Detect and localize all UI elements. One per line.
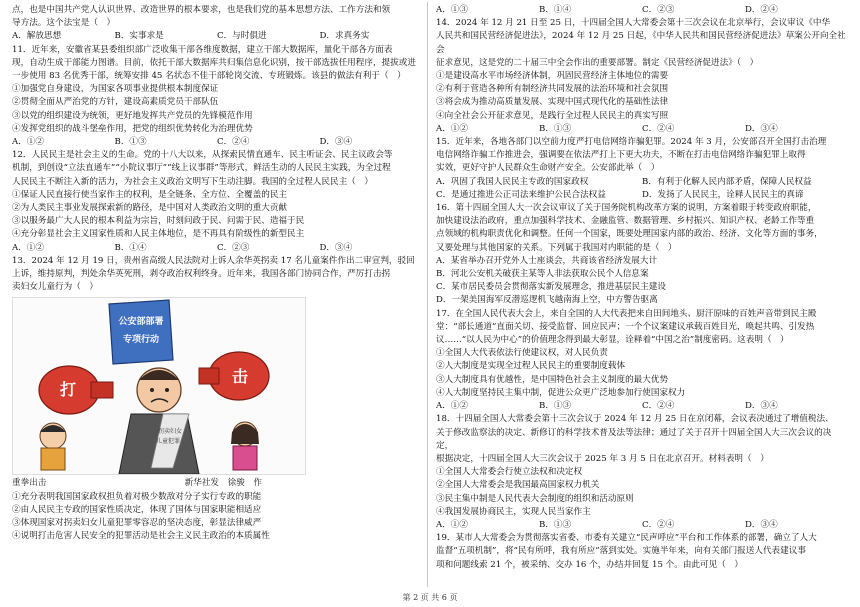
left-column — [12, 4, 422, 543]
text-line: 征求意见，这是党的二十届三中全会作出的重要部署。制定《民营经济促进法》（ ） — [436, 57, 759, 68]
boy-figure — [40, 423, 66, 470]
glove-text-left: 打 — [59, 380, 77, 400]
q10-options — [12, 30, 422, 43]
option: A．某省举办召开党外人士座谈会，共商该省经济发展大计 — [436, 255, 658, 266]
option: A．解放思想 — [12, 31, 62, 42]
option: A．①② — [12, 137, 44, 148]
option: C．②③ — [642, 5, 675, 15]
option: B．①④ — [114, 242, 147, 253]
statement: ②有利于营造各种所有制经济共同发展的法治环境和社会氛围 — [436, 84, 669, 95]
option: B．①③ — [539, 519, 572, 530]
text-line: 11．近年来，安徽省某县委组织部广泛收集干部各维度数据，建立干部大数据库，量化干部各方面表 — [12, 44, 393, 55]
option: C．②③ — [217, 242, 250, 253]
statement: ③将会成为推动高质量发展、实现中国式现代化的基础性法律 — [436, 97, 669, 108]
column-divider — [427, 2, 428, 587]
option: D．③④ — [745, 401, 778, 412]
statement: ④我国发展协商民主，实现人民当家作主 — [436, 506, 591, 517]
caption-credit: 新华社发 徐骏 作 — [184, 478, 262, 489]
statement: ②为人类民主事业发展探索新的路径，是中国对人类政治文明的重大贡献 — [12, 203, 288, 214]
statement: ④向全社会公开征求意见，是践行全过程人民民主的真实写照 — [436, 110, 669, 121]
statement: ①全国人大常委会行使立法权和决定权 — [436, 467, 583, 478]
text-line: 13．2024 年 12 月 19 日，贵州省高级人民法院对上诉人余华英拐卖 17 名儿童案件作出二审宣判，驳回 — [12, 255, 415, 266]
sash-text-line-2: 儿童犯罪 — [155, 438, 181, 446]
statement: ②由人民民主专政的国家性质决定，体现了国体与国家职能相适应 — [12, 504, 262, 515]
q13-options — [436, 4, 848, 17]
text-line: 根据决定，十四届全国人大三次会议于 2025 年 3 月 5 日在北京召开。材料表明（ ） — [436, 453, 769, 464]
option: B．河北公安机关破获主某等人非法获取公民个人信息案 — [436, 269, 649, 280]
sign-board — [109, 300, 173, 364]
option: D．③④ — [319, 137, 353, 148]
statement: ③以服务最广大人民的根本利益为宗旨，时刻问政于民、问需于民、造福于民 — [12, 216, 305, 227]
girl-figure — [231, 422, 259, 470]
sign-text-line-1: 公安部部署 — [118, 316, 164, 327]
option: C．②④ — [642, 519, 675, 530]
option: A．①② — [436, 123, 468, 134]
statement: ③以党的组织建设为统领，更好地发挥共产党员的先锋模范作用 — [12, 110, 253, 121]
text-line: 点，也是中国共产党人认识世界、改造世界的根本要求，也是我们党的基本思想方法、工作方法和领 — [12, 5, 391, 15]
option: A．①② — [436, 401, 468, 412]
statement: ①保证人民直接行使当家作主的权利，是全链条、全方位、全覆盖的民主 — [12, 189, 288, 200]
text-line: 17．在全国人民代表大会上，来自全国的人大代表把来自田间地头、厨汗原味的百姓声音带到民主殿 — [436, 308, 817, 319]
text-line: 人民共和国民营经济促进法》，2024 年 12 月 25 日起，《中华人民共和国民营经济促进法》草案公开向全社会 — [436, 31, 846, 55]
statement: ③民主集中制是人民代表大会制度的组织和活动原则 — [436, 493, 634, 504]
q12-options — [12, 242, 422, 255]
option: D．发扬了人民民主，诠释人民民主的真谛 — [642, 189, 804, 200]
text-line: 电信网络诈骗工作推进会，强调要在依法严打上下更大功夫，不断在打击电信网络诈骗犯罪上取得 — [436, 150, 806, 161]
option: C．是通过推进公正司法来维护公民合法权益 — [436, 189, 606, 200]
statement: ①是建设高水平市场经济体制，巩固民营经济主体地位的需要 — [436, 71, 669, 82]
option: B．①③ — [114, 137, 147, 148]
right-column — [436, 4, 848, 572]
text-line: 16．第十四届全国人大一次会议审议了关于国务院机构改革方案的说明，方案着眼于转变政府职能， — [436, 203, 817, 214]
option: B．①④ — [539, 5, 572, 15]
right-boxing-glove — [199, 352, 269, 400]
cartoon-illustration — [12, 297, 306, 475]
statement: ④发挥党组织的战斗堡垒作用，把党的组织优势转化为治理优势 — [12, 123, 253, 134]
statement: ①全国人大代表依法行使建议权，对人民负责 — [436, 348, 608, 359]
statement: ②全国人大常委会是我国最高国家权力机关 — [436, 480, 600, 491]
option: D．一架美国海军反潜巡逻机飞越南海上空，中方警告驱离 — [436, 295, 658, 306]
sash-text-line-1: 拐卖妇女 — [157, 428, 183, 436]
cartoon-drawing — [13, 298, 305, 474]
text-line: 18．十四届全国人大常委会第十三次会议于 2024 年 12 月 25 日在京闭幕，会议表决通过了增值税法、 — [436, 414, 834, 425]
option: B．有利于化解人民内部矛盾，保障人民权益 — [642, 176, 812, 187]
text-line: 议……“以人民为中心”的价值理念得到最大彰显，诠释着“中国之治”制度密码。这表明（ ） — [436, 335, 789, 346]
left-boxing-glove — [39, 366, 113, 414]
text-line: 加快建设法治政府，重点加强科学技术、金融监管、数据管理、乡村振兴、知识产权、老龄工作等重 — [436, 216, 815, 227]
statement: ②人大制度是实现全过程人民民主的重要制度载体 — [436, 361, 626, 372]
text-line: 19．某市人大常委会为贯彻落实省委、市委有关建立“民声呼应”平台和工作体系的部署，确立了人大 — [436, 533, 817, 544]
q14-options — [436, 123, 848, 136]
statement: ④充分彰显社会主义国家性质和人民主体地位，是不再具有阶级性的新型民主 — [12, 229, 305, 240]
option: A．①③ — [436, 5, 468, 15]
glove-text-right: 击 — [231, 367, 249, 387]
text-line: 12．人民民主是社会主义的生命。党的十八大以来，从探索民情直通车、民主听证会、民主议政会等 — [12, 150, 393, 161]
text-line: 15．近年来，各地各部门以空前力度严打电信网络诈骗犯罪。2024 年 3 月，公安部召开全国打击治理 — [436, 137, 827, 148]
text-line: 项和问题线索 21 个，被采纳、交办 16 个，办结并回复 15 个。由此可见（ ） — [436, 559, 744, 570]
option: A．巩固了我国人民民主专政的国家政权 — [436, 176, 589, 187]
text-line: 导方法。这个法宝是（ ） — [12, 18, 116, 29]
page-footer: 第 2 页 共 6 页 — [402, 593, 458, 602]
option: D．③④ — [745, 519, 778, 530]
option: A．①② — [12, 242, 44, 253]
option: D．③④ — [319, 242, 353, 253]
cartoon-caption — [12, 477, 262, 490]
statement: ④说明打击危害人民安全的犯罪活动是社会主义民主政治的本质属性 — [12, 531, 270, 542]
q17-options — [436, 400, 848, 413]
statement: ③人大制度具有优越性，是中国特色社会主义制度的最大优势 — [436, 374, 669, 385]
text-line: 14．2024 年 12 月 21 日至 25 日，十四届全国人大常委会第十三次会议在北京举行，会议审议《中华 — [436, 18, 831, 29]
option: C．某市居民委员会贯彻落实新发展理念，推进基层民主建设 — [436, 282, 667, 293]
option: B．实事求是 — [114, 31, 164, 42]
text-line: 监督“五项机制”，将“民有所呼，我有所应”落到实处。实施半年来，向有关部门报送人代表建议事 — [436, 546, 806, 557]
option: D．求真务实 — [319, 31, 370, 42]
option: C．②④ — [217, 137, 250, 148]
statement: ①充分表明我国国家政权担负着对极少数敌对分子实行专政的职能 — [12, 491, 262, 502]
text-line: 人民民主不断注入新的活力，为社会主义政治文明写下生动注脚。我国的全过程人民民主（ ） — [12, 176, 373, 187]
text-line: 现，自动生成干部能力图谱。目前，依托干部大数据库共归集信息化识别，按干部选拔任用程序，提拔或进 — [12, 57, 416, 68]
caption-title: 重拳出击 — [12, 478, 47, 489]
option: B．①③ — [539, 401, 572, 412]
text-line: 卖妇女儿童行为（ ） — [12, 282, 98, 293]
option: C．②④ — [642, 123, 675, 134]
statement: ③体现国家对拐卖妇女儿童犯罪零容忍的坚决态度，彰显法律威严 — [12, 518, 262, 529]
statement: ②贯彻全面从严治党的方针，建设高素质党员干部队伍 — [12, 97, 219, 108]
villain-figure — [119, 368, 199, 474]
text-line: 实效，更好守护人民群众生命财产安全。公安部此举（ ） — [436, 163, 660, 174]
q15-options — [436, 176, 848, 202]
q11-options — [12, 136, 422, 149]
sign-text-line-2: 专项行动 — [122, 334, 160, 345]
text-line: 堂：“部长通道”直面关切、接受监督、回应民声；一个个议案建议承载百姓目光，唤起共鸣、引发热 — [436, 321, 815, 332]
statement: ①加强党自身建设，为国家各项事业提供根本制度保证 — [12, 84, 219, 95]
q18-options — [436, 519, 848, 532]
option: D．③④ — [745, 123, 778, 134]
option: B．①③ — [539, 123, 572, 134]
text-line: 机制，到创设“立法直通车”“小院议事厅”“线上议事群”等形式，鲜活生动的人民民主实践，为全过程 — [12, 163, 391, 174]
text-line: 一步使用 83 名优秀干部，统筹安排 45 名状态不佳干部轮岗交流、专班锻炼。该县的做法有利于（ ） — [12, 71, 406, 82]
option: A．①② — [436, 519, 468, 530]
text-line: 关于修改监察法的决定、新修订的科学技术普及法等法律；通过了关于召开十四届全国人大三次会议的决定， — [436, 427, 832, 451]
option: D．②④ — [745, 5, 778, 15]
text-line: 上诉，维持原判，判处余华英死刑，剥夺政治权利终身。近年来，我国各部门协同合作，严厉打击拐 — [12, 269, 391, 280]
text-line: 点领域的机构职责优化和调整。任何一个国家，既要处理国家内部的政治、经济、文化等方面的事务， — [436, 229, 823, 240]
statement: ④人大制度坚持民主集中制，促进公众更广泛地参加行使国家权力 — [436, 387, 686, 398]
option: C．与时俱进 — [217, 31, 267, 42]
text-line: 又要处理与其他国家的关系。下列属于我国对内职能的是（ ） — [436, 242, 677, 253]
option: C．②④ — [642, 401, 675, 412]
